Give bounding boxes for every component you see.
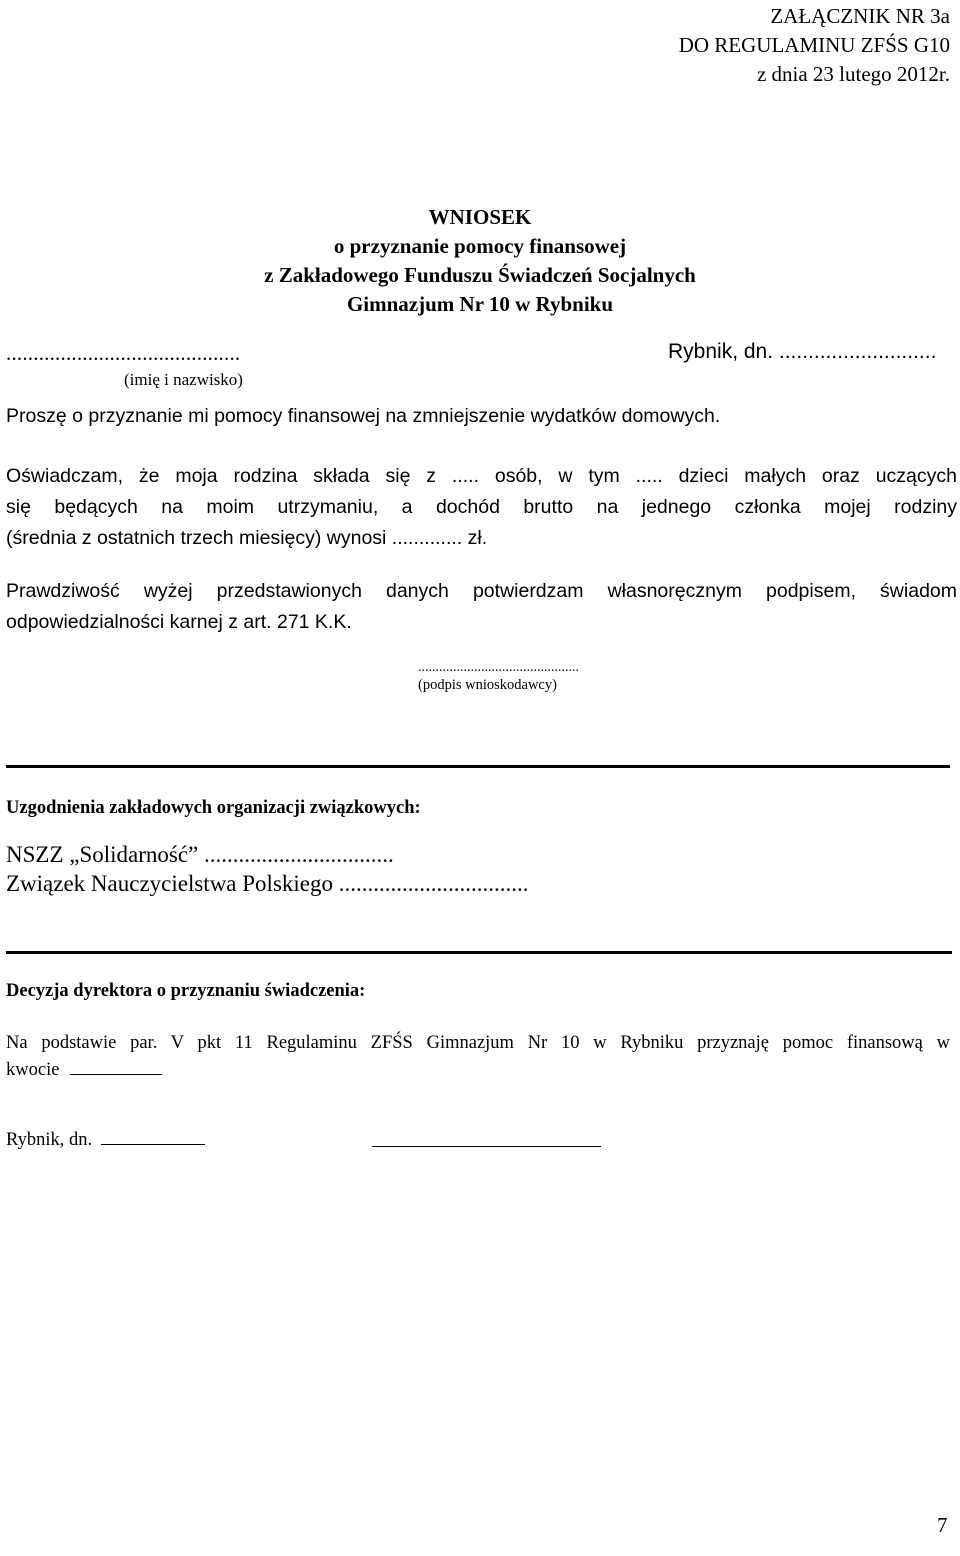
declaration-line-3: (średnia z ostatnich trzech miesięcy) wynosi ............. zł.	[6, 527, 488, 549]
title-line-3: z Zakładowego Funduszu Świadczeń Socjalnych	[264, 263, 696, 287]
truthfulness-line-2: odpowiedzialności karnej z art. 271 K.K.	[6, 611, 352, 633]
applicant-name-field[interactable]: ...........................................	[6, 341, 241, 365]
director-signature-blank[interactable]	[372, 1130, 601, 1147]
signature-field[interactable]: ..............................................	[418, 660, 579, 675]
decision-date-blank[interactable]	[101, 1128, 205, 1145]
place-date-field[interactable]: Rybnik, dn. ...........................	[668, 340, 937, 363]
declaration-line-2: się będących na moim utrzymaniu, a dochód brutto na jednego członka mojej rodziny	[6, 496, 957, 518]
title-line-2: o przyznanie pomocy finansowej	[333, 234, 627, 258]
section-divider-2	[6, 951, 952, 954]
title-line-4: Gimnazjum Nr 10 w Rybniku	[346, 292, 614, 316]
request-text: Proszę o przyznanie mi pomocy finansowej na zmniejszenie wydatków domowych.	[6, 405, 721, 427]
declaration-line-1: Oświadczam, że moja rodzina składa się z ..... osób, w tym ..... dzieci małych oraz uczących	[6, 465, 957, 487]
unions-heading: Uzgodnienia zakładowych organizacji związkowych:	[6, 798, 421, 818]
decision-amount-row	[6, 1058, 162, 1081]
page-number: 7	[937, 1513, 948, 1537]
annex-line-2: DO REGULAMINU ZFŚS G10	[678, 33, 950, 57]
truthfulness-paragraph	[6, 576, 957, 638]
decision-heading: Decyzja dyrektora o przyznaniu świadczenia:	[6, 981, 366, 1001]
signature-caption: (podpis wnioskodawcy)	[418, 677, 557, 693]
decision-amount-label: kwocie	[6, 1060, 60, 1080]
decision-place-label: Rybnik, dn.	[6, 1130, 93, 1150]
decision-line-1: Na podstawie par. V pkt 11 Regulaminu ZFŚS Gimnazjum Nr 10 w Rybniku przyznaję pomoc finansową w	[6, 1033, 950, 1053]
decision-place-date-row	[6, 1128, 205, 1151]
document-title	[0, 203, 960, 319]
decision-amount-blank[interactable]	[70, 1058, 162, 1075]
truthfulness-line-1: Prawdziwość wyżej przedstawionych danych potwierdzam własnoręcznym podpisem, świadom	[6, 580, 957, 602]
annex-line-1: ZAŁĄCZNIK NR 3a	[770, 4, 950, 28]
applicant-name-caption: (imię i nazwisko)	[124, 370, 243, 389]
declaration-paragraph	[6, 461, 957, 554]
union-znp-field[interactable]: Związek Nauczycielstwa Polskiego .................................	[6, 871, 529, 896]
section-divider-1	[6, 765, 950, 768]
union-solidarnosc-field[interactable]: NSZZ „Solidarność” .................................	[6, 842, 394, 867]
annex-header	[679, 2, 950, 89]
title-line-1: WNIOSEK	[428, 205, 532, 229]
annex-line-3: z dnia 23 lutego 2012r.	[756, 62, 950, 86]
